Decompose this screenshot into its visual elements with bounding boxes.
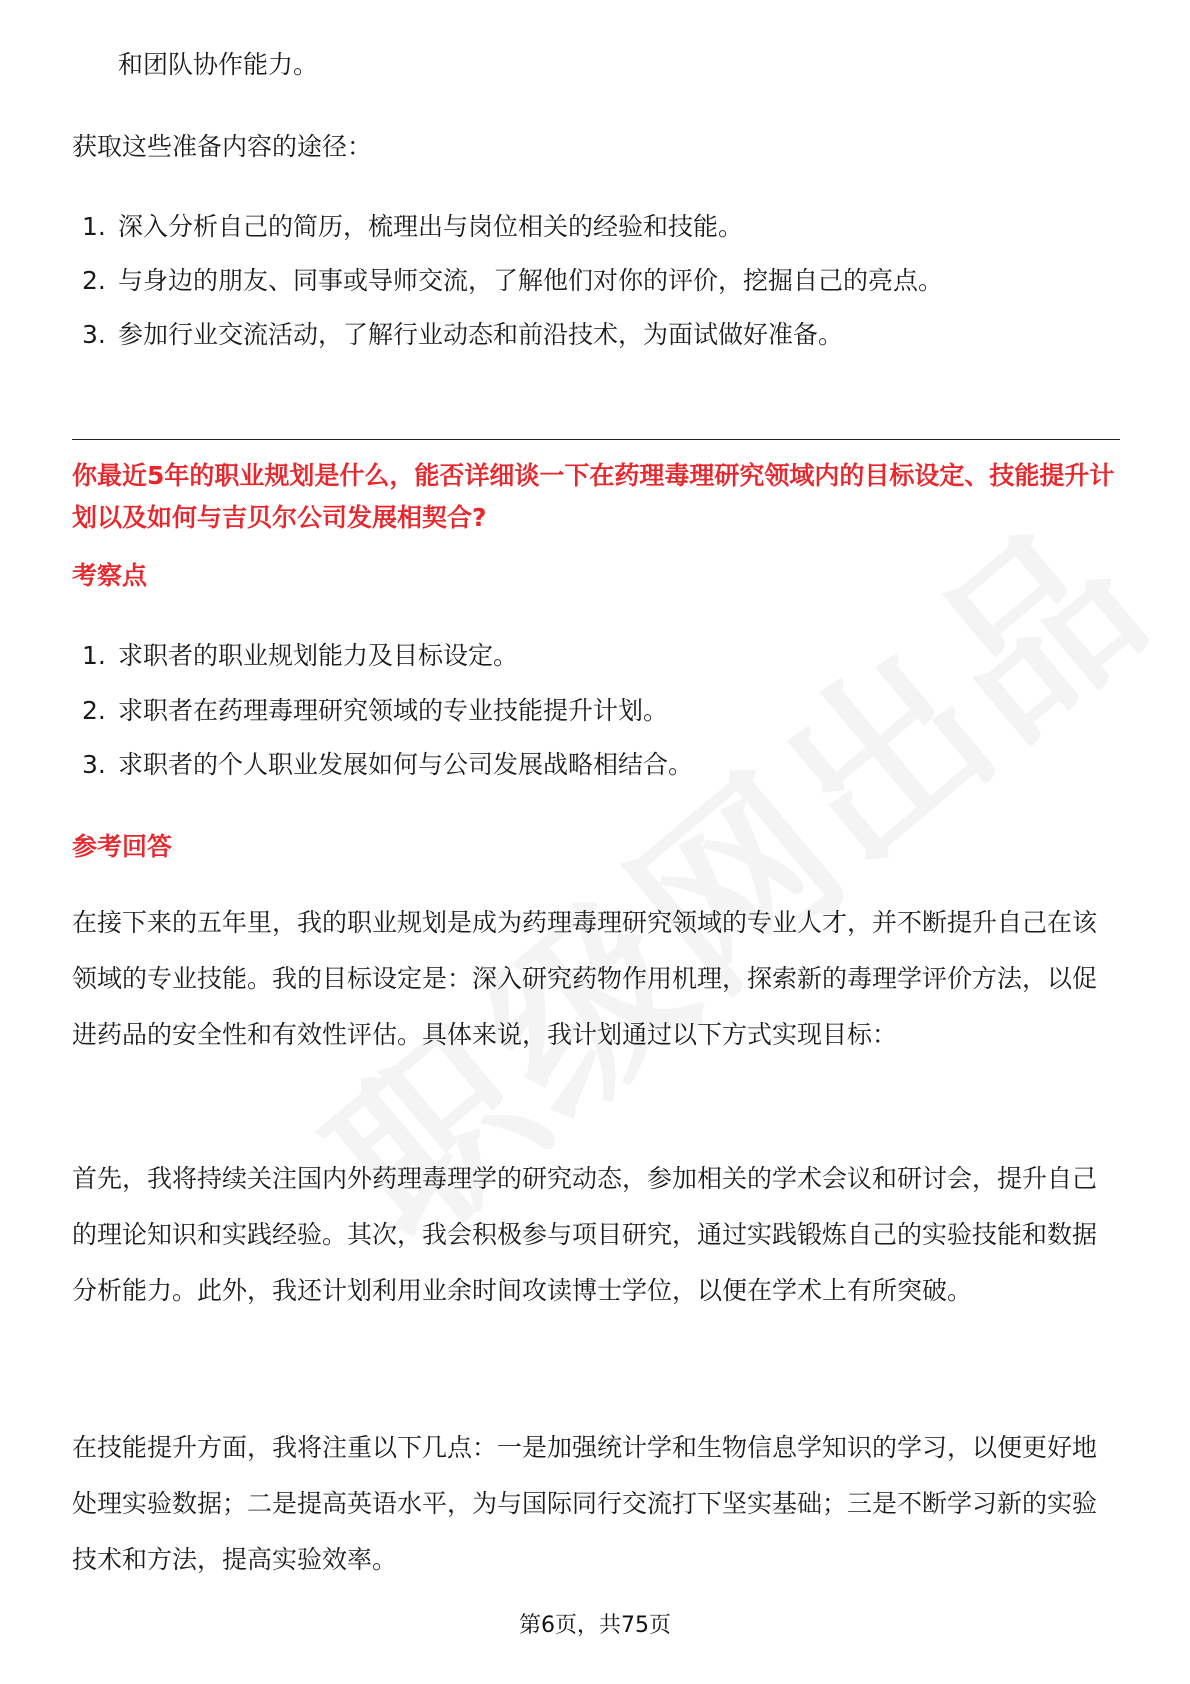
prep-item-text: 与身边的朋友、同事或导师交流，了解他们对你的评价，挖掘自己的亮点。 [118,266,944,295]
focus-item-number: 2. [82,696,106,725]
focus-item [82,640,518,672]
focus-item-number: 3. [82,750,106,779]
prep-item [82,319,843,351]
page-footer: 第6页，共75页 [519,1613,671,1638]
prep-item-text: 深入分析自己的简历，梳理出与岗位相关的经验和技能。 [118,212,744,241]
answer-paragraph: 在技能提升方面，我将注重以下几点：一是加强统计学和生物信息学知识的学习，以便更好地处理实验数据；二是提高英语水平，为与国际同行交流打下坚实基础；三是不断学习新的实验技术和方法，提高实验效率。 [72,1433,1098,1574]
prep-item-text: 参加行业交流活动，了解行业动态和前沿技术，为面试做好准备。 [118,320,844,349]
prep-heading: 获取这些准备内容的途径： [72,132,373,161]
prep-item-number: 3. [82,320,106,349]
prep-item [82,265,943,297]
prep-item-number: 2. [82,266,106,295]
interview-question: 你最近5年的职业规划是什么，能否详细谈一下在药理毒理研究领域内的目标设定、技能提升计划以及如何与吉贝尔公司发展相契合? [72,461,1115,532]
focus-item-number: 1. [82,641,106,670]
prep-item-number: 1. [82,212,106,241]
focus-heading: 考察点 [72,561,148,590]
focus-item [82,695,668,727]
answer-paragraph: 在接下来的五年里，我的职业规划是成为药理毒理研究领域的专业人才，并不断提升自己在该领域的专业技能。我的目标设定是：深入研究药物作用机理，探索新的毒理学评价方法，以促进药品的安全性和有效性评估。具体来说，我计划通过以下方式实现目标： [72,908,1098,1049]
focus-item-text: 求职者的职业规划能力及目标设定。 [118,641,519,670]
focus-item-text: 求职者在药理毒理研究领域的专业技能提升计划。 [118,696,669,725]
section-divider [72,439,1120,440]
intro-tail-text: 和团队协作能力。 [118,50,319,79]
prep-item [82,211,743,243]
focus-item [82,749,693,781]
focus-item-text: 求职者的个人职业发展如何与公司发展战略相结合。 [118,750,694,779]
answer-paragraph: 首先，我将持续关注国内外药理毒理学的研究动态，参加相关的学术会议和研讨会，提升自己的理论知识和实践经验。其次，我会积极参与项目研究，通过实践锻炼自己的实验技能和数据分析能力。此外，我还计划利用业余时间攻读博士学位，以便在学术上有所突破。 [72,1164,1098,1305]
answer-heading: 参考回答 [72,832,173,861]
